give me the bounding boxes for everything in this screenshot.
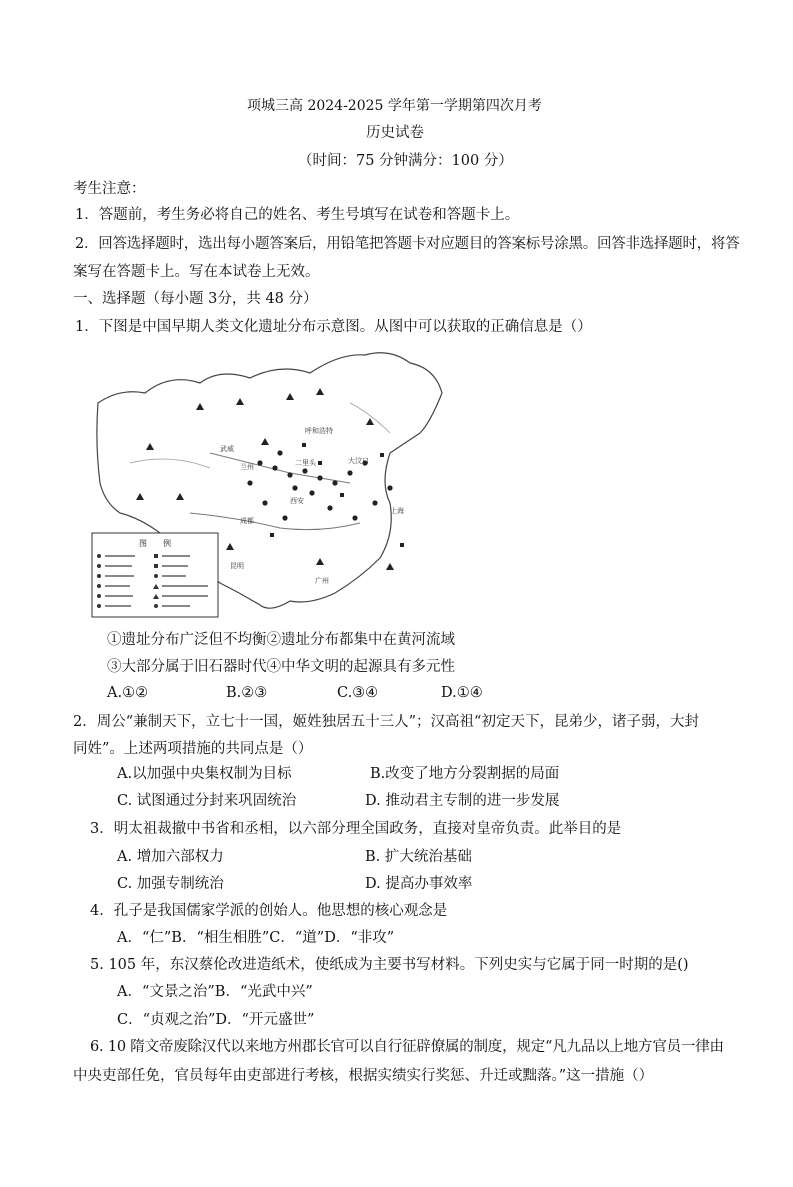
q2-stem-line-1: 2．周公“兼制天下，立七十一国，姬姓独居五十三人”；汉高祖“初定天下，昆弟少，诸子弱，大封 [73,714,699,730]
q1-option-d[interactable]: D.①④ [441,685,483,701]
exam-title: 项城三高 2024-2025 学年第一学期第四次月考 [247,98,542,114]
q1-statement-a: ①遗址分布广泛但不均衡②遗址分布都集中在黄河流域 [107,632,455,648]
exam-time-info: （时间：75 分钟满分：100 分） [298,153,513,169]
q2-option-c[interactable]: C. 试图通过分封来巩固统治 [117,793,297,809]
map-label: 上海 [390,507,404,515]
q2-option-b[interactable]: B.改变了地方分裂割据的局面 [370,766,560,782]
q1-option-c[interactable]: C.③④ [337,685,379,701]
q1-statement-b: ③大部分属于旧石器时代④中华文明的起源具有多元性 [107,659,455,675]
map-label: 西安 [290,497,304,505]
notice-heading: 考生注意： [73,181,146,197]
q3-stem: 3．明太祖裁撤中书省和丞相，以六部分理全国政务，直接对皇帝负责。此举目的是 [90,821,622,837]
q1-option-a[interactable]: A.①② [107,685,149,701]
q2-option-a[interactable]: A.以加强中央集权制为目标 [117,766,292,782]
notice-item-1: 1．答题前，考生务必将自己的姓名、考生号填写在试卷和答题卡上。 [75,207,520,223]
section-heading: 一、选择题（每小题 3分，共 48 分） [73,291,318,307]
map-label: 大汶口 [348,457,369,465]
map-label: 二里头 [295,459,316,467]
q1-option-b[interactable]: B.②③ [226,685,268,701]
map-label: 成都 [240,517,254,525]
culture-site-map [90,343,450,619]
map-label: 兰州 [240,463,254,471]
map-label: 广州 [315,577,329,585]
q2-stem-line-2: 同姓”。上述两项措施的共同点是（） [73,741,313,757]
q1-stem: 1．下图是中国早期人类文化遗址分布示意图。从图中可以获取的正确信息是（） [75,319,592,335]
q6-stem-line-1: 6. 10 隋文帝废除汉代以来地方州郡长官可以自行征辟僚属的制度，规定“凡九品以上地方官员一律由 [90,1039,724,1055]
q6-stem-line-2: 中央吏部任免，官员每年由吏部进行考核，根据实绩实行奖惩、升迁或黜落。”这一措施（） [73,1068,654,1084]
q3-option-c[interactable]: C. 加强专制统治 [117,876,224,892]
notice-item-2-line-1: 2．回答选择题时，选出每小题答案后，用铅笔把答题卡对应题目的答案标号涂黑。回答非选择题时，将答 [75,236,740,252]
q5-options-row-2[interactable]: C．“贞观之治”D．“开元盛世” [117,1012,315,1028]
q5-stem: 5. 105 年，东汉蔡伦改进造纸术，使纸成为主要书写材料。下列史实与它属于同一时期的是() [90,957,689,973]
map-label: 昆明 [230,562,244,570]
notice-item-2-line-2: 案写在答题卡上。写在本试卷上无效。 [73,264,320,280]
q3-option-d[interactable]: D. 提高办事效率 [365,876,473,892]
map-label: 武威 [220,445,234,453]
q3-option-a[interactable]: A. 增加六部权力 [117,849,224,865]
map-legend-title: 图 例 [139,539,171,548]
q5-options-row-1[interactable]: A．“文景之治”B．“光武中兴” [117,984,313,1000]
q4-options[interactable]: A．“仁”B．“相生相胜”C．“道”D．“非攻” [117,930,395,946]
q4-stem: 4．孔子是我国儒家学派的创始人。他思想的核心观念是 [90,903,448,919]
q3-option-b[interactable]: B. 扩大统治基础 [365,849,472,865]
map-label: 呼和浩特 [305,427,333,435]
exam-subject: 历史试卷 [366,125,424,141]
q2-option-d[interactable]: D. 推动君主专制的进一步发展 [365,793,560,809]
china-map-illustration [90,343,450,619]
